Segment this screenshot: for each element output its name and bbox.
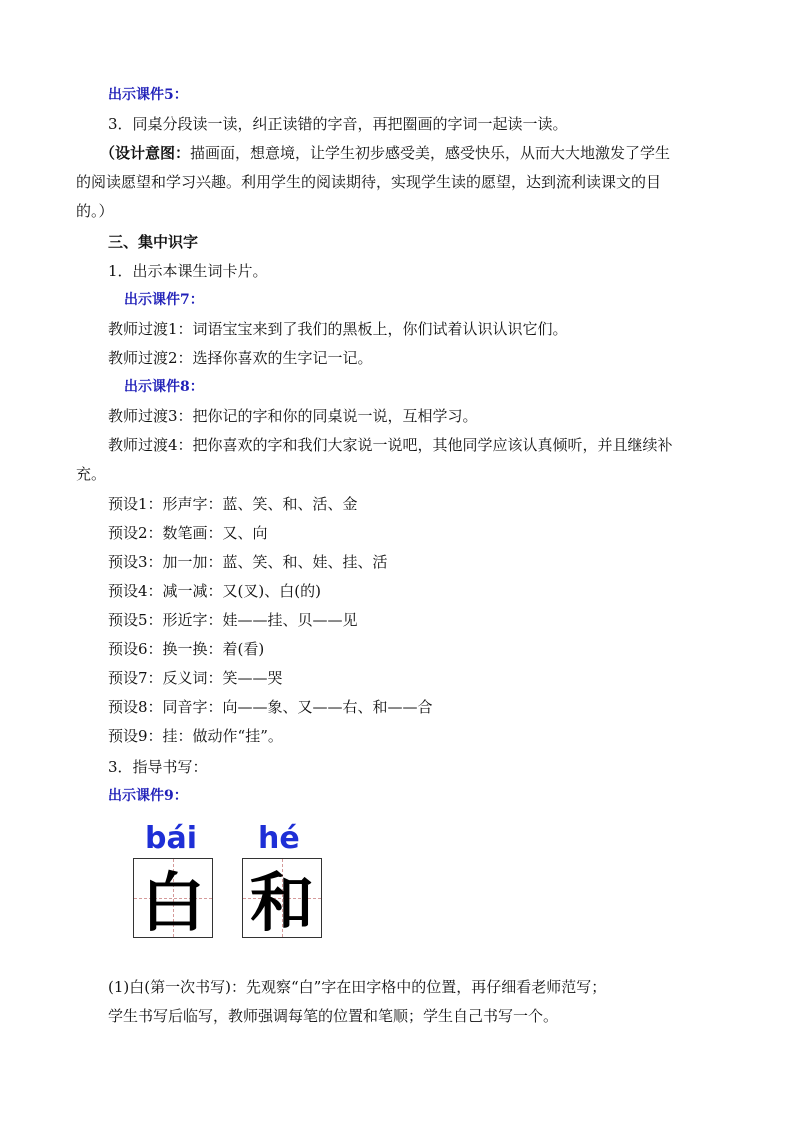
teacher-transition-4-line-2: 充。 [76, 465, 107, 483]
hanzi-he: 和 [250, 866, 314, 941]
pinyin-he: hé [258, 821, 300, 856]
courseware-label-5: 出示课件5： [108, 87, 188, 103]
preset-9: 预设9：挂：做动作“挂”。 [108, 727, 283, 745]
design-intent-label: （设计意图： [100, 144, 191, 162]
hanzi-bai: 白 [141, 866, 205, 941]
preset-2: 预设2：数笔画：又、向 [108, 524, 268, 542]
preset-4: 预设4：减一减：又(叉)、白(的) [108, 582, 321, 600]
write-1-line-1: (1)白(第一次书写)：先观察“白”字在田字格中的位置，再仔细看老师范写； [108, 978, 607, 996]
design-intent-line-1 [100, 143, 670, 163]
tianzi-grid-bai [133, 858, 213, 941]
teacher-transition-1: 教师过渡1：词语宝宝来到了我们的黑板上，你们试着认识认识它们。 [108, 320, 568, 338]
pinyin-bai: bái [145, 821, 198, 856]
step-3-write: 3．指导书写： [108, 758, 208, 776]
teacher-transition-2: 教师过渡2：选择你喜欢的生字记一记。 [108, 349, 373, 367]
courseware-label-9: 出示课件9： [108, 788, 188, 804]
tianzi-grid-he [242, 858, 322, 941]
preset-1: 预设1：形声字：蓝、笑、和、活、金 [108, 495, 358, 513]
design-intent-line-3: 的。） [76, 202, 114, 220]
step-3-read: 3．同桌分段读一读，纠正读错的字音，再把圈画的字词一起读一读。 [108, 115, 568, 133]
preset-5: 预设5：形近字：娃——挂、贝——见 [108, 611, 358, 629]
design-intent-line-2: 的阅读愿望和学习兴趣。利用学生的阅读期待，实现学生读的愿望，达到流利读课文的目 [76, 173, 662, 191]
preset-3: 预设3：加一加：蓝、笑、和、娃、挂、活 [108, 553, 388, 571]
teacher-transition-4-line-1: 教师过渡4：把你喜欢的字和我们大家说一说吧，其他同学应该认真倾听，并且继续补 [108, 436, 673, 454]
preset-6: 预设6：换一换：着(看) [108, 640, 265, 658]
step-1: 1．出示本课生词卡片。 [108, 262, 268, 280]
section-heading-3: 三、集中识字 [108, 233, 199, 251]
courseware-label-8: 出示课件8： [124, 379, 204, 395]
preset-7: 预设7：反义词：笑——哭 [108, 669, 283, 687]
teacher-transition-3: 教师过渡3：把你记的字和你的同桌说一说，互相学习。 [108, 407, 478, 425]
write-1-line-2: 学生书写后临写，教师强调每笔的位置和笔顺；学生自己书写一个。 [108, 1007, 559, 1025]
courseware-label-7: 出示课件7： [124, 292, 204, 308]
design-intent-text-1: 描画面，想意境，让学生初步感受美，感受快乐，从而大大地激发了学生 [190, 144, 671, 162]
preset-8: 预设8：同音字：向——象、又——右、和——合 [108, 698, 433, 716]
